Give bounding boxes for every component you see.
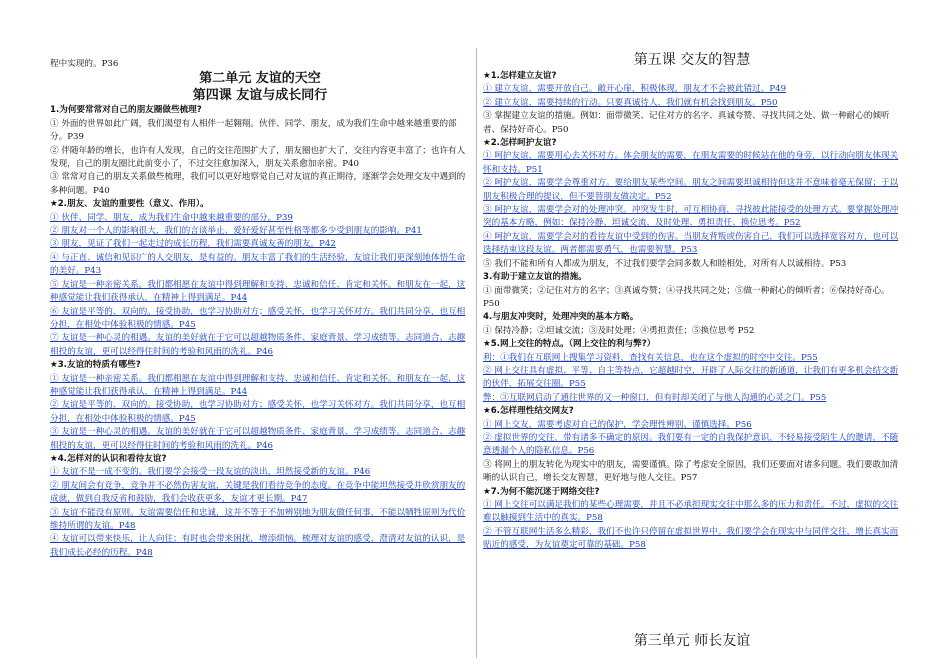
answer-paragraph: ② 友谊是平等的、双向的。接受协助，也学习协助对方；感受关怀，也学习关怀对方。我们共同分享，也互相分担，在相处中体验积极的情感。P45 bbox=[50, 400, 466, 424]
answer-paragraph: ① 面带微笑；②记住对方的名字；③真诚夸赞；④寻找共同之处；⑤做一种耐心的倾听者；⑥保持好奇心。P50 bbox=[483, 285, 890, 309]
answer-paragraph: ② 朋友间会有竞争，竞争并不必然伤害友谊，关键是我们看待竞争的态度。在竞争中能坦然接受并欣赏朋友的成就，做到自我反省和鼓励，我们会收获更多，友谊才更长期。P47 bbox=[50, 480, 466, 505]
answer-paragraph: ① 网上交友，需要考虑对自己的保护，学会理性辨别、谨慎选择。P56 bbox=[483, 419, 752, 430]
left-column bbox=[50, 58, 470, 560]
answer-paragraph: ③ 将网上的朋友转化为现实中的朋友，需要谨慎。除了考虑安全原因，我们还要面对诸多问题。我们要敢加清晰的认识自己，增长交友智慧，更好地与他人交往。P57 bbox=[483, 459, 899, 484]
answer-paragraph: ① 外面的世界如此广阔，我们渴望有人相伴一起翱翔。伙伴、同学、朋友，成为我们生命中越来越重要的部分。P39 bbox=[50, 118, 457, 143]
answer-paragraph: ③ 友谊是一种心灵的相遇。友谊的美好就在于它可以超越物质条件、家庭背景、学习成绩等。志同道合、志趣相投的友谊，更可以经得住时间的考验和风雨的洗礼。P46 bbox=[50, 427, 466, 451]
answer-paragraph: ⑤ 友谊是一种亲密关系。我们都相愿在友谊中得到理解和支持、忠诚和信任、肯定和关怀。和朋友在一起，这种感觉能让我们获得承认，在精神上得到满足。P44 bbox=[50, 279, 466, 304]
question-heading: 4.与朋友冲突时，处理冲突的基本方略。 bbox=[483, 312, 639, 323]
answer-paragraph: ③ 友谊不能没有原则。友谊需要信任和忠诚，这并不等于不加辨别地为朋友做任何事，不能以牺牲原则为代价维持所谓的友谊。P48 bbox=[50, 507, 466, 531]
answer-paragraph: ② 伴随年龄的增长，也许有人发现，自己的交往范围扩大了，朋友圈也扩大了，交往内容更丰富了；也许有人发现，自己的朋友圈比此前变小了，不过交往愈加深入，朋友关系愈加亲密。P40 bbox=[50, 145, 466, 170]
answer-paragraph: ② 不管互联网生活多么精彩，我们不也许只停留在虚拟世界中。我们要学会在现实中与同伴交往，增长真实而贴近的感受，为友谊奠定可靠的基础。P58 bbox=[483, 526, 899, 551]
answer-paragraph: 利：①我们在互联网上搜集学习资料，查找有关信息，也在这个虚拟的时空中交往。P55 bbox=[483, 352, 818, 363]
answer-paragraph: ① 友谊不是一成不变的。我们要学会接受一段友谊的淡出，坦然接受新的友谊。P46 bbox=[50, 467, 371, 478]
question-heading: 3.有助于建立友谊的措施。 bbox=[483, 272, 587, 283]
column-divider bbox=[476, 48, 477, 658]
unit-title: 第二单元 友谊的天空 bbox=[199, 71, 321, 87]
question-heading: ★1.怎样建立友谊? bbox=[483, 71, 557, 81]
unit-title-next: 第三单元 师长友谊 bbox=[633, 633, 751, 649]
answer-paragraph: ③ 常常对自己的朋友关系做些梳理，我们可以更好地察觉自己对友谊的真正期待，逐渐学会处理交友中遇到的多种问题。P40 bbox=[50, 172, 466, 196]
answer-paragraph: ③ 朋友，见证了我们一起走过的成长历程，我们需要真诚友善的朋友。P42 bbox=[50, 239, 336, 250]
lesson-title: 第五课 交友的智慧 bbox=[633, 52, 751, 68]
top-line: 程中实现的。P36 bbox=[50, 59, 119, 69]
question-heading: ★3.友谊的特质有哪些? bbox=[50, 360, 141, 371]
answer-paragraph: ④ 友谊可以带来快乐，让人向往；有时也会带来困扰，增添烦恼。梳理对友谊的感受，澄清对友谊的认识，是我们成长必经的历程。P48 bbox=[50, 534, 466, 558]
answer-paragraph: ④ 与正直、诚信和见识广的人交朋友，是有益的。朋友丰富了我们的生活经验，友谊让我们更深刻地体悟生命的美好。P43 bbox=[50, 252, 466, 277]
answer-paragraph: ⑤ 我们不能和所有人都成为朋友，不过我们要学会同多数人和睦相处，对所有人以诚相待。P53 bbox=[483, 258, 847, 269]
answer-paragraph: ① 呵护友谊，需要用心去关怀对方。体会朋友的需要，在朋友需要的时候站在他的身旁，以行动向朋友体现关怀和支持。P51 bbox=[483, 151, 899, 175]
question-heading: ★2.朋友、友谊的重要性（意义、作用）。 bbox=[50, 199, 209, 210]
right-column bbox=[483, 50, 901, 553]
answer-paragraph: ③ 呵护友谊，需要学会对的处理冲突。冲突发生时，可互相协商，寻找彼此能接受的处理方式。要掌握处理冲突的基本方略，例如：保持冷静、坦诚交流、及时处理、勇担责任、换位思考。P52 bbox=[483, 205, 899, 229]
question-heading: ★4.怎样对的认识和看待友谊? bbox=[50, 453, 167, 464]
answer-paragraph: ③ 掌握建立友谊的措施。例如：面带微笑、记住对方的名字、真诚夸赞、寻找共同之处、做一种耐心的倾听者、保持好奇心。P50 bbox=[483, 111, 890, 135]
answer-paragraph: ② 网上交往具有虚拟、平等、自主等特点，它超越时空，开辟了人际交往的新通道，让我们有更多机会结交新的伙伴，拓展交往圈。P55 bbox=[483, 365, 899, 390]
lesson-title: 第四课 友谊与成长同行 bbox=[192, 88, 328, 104]
question-heading: ★6.怎样理性结交网友? bbox=[483, 406, 574, 417]
answer-paragraph: ① 保持冷静；②坦诚交流；③及时处理；④勇担责任；⑤换位思考 P52 bbox=[483, 325, 755, 336]
answer-paragraph: ② 朋友对一个人的影响很大，我们的言谈举止、爱好爱好甚至性格等都多少受到朋友的影响。P41 bbox=[50, 226, 422, 237]
answer-paragraph: ① 网上交往可以满足我们的某些心理需要，并且不必承担现实交往中那么多的压力和责任。不过，虚拟的交往难以触摸到生活中的真实。P58 bbox=[483, 500, 899, 524]
answer-paragraph: ① 建立友谊，需要开放自己。敞开心扉，积极体现，朋友才不会被此错过。P49 bbox=[483, 84, 787, 95]
question-heading: ★2.怎样呵护友谊? bbox=[483, 138, 557, 149]
answer-paragraph: ① 伙伴、同学、朋友，成为我们生命中越来越重要的部分。P39 bbox=[50, 212, 293, 223]
answer-paragraph: ② 建立友谊，需要持续的行动。只要真诚待人，我们就有机会找到朋友。P50 bbox=[483, 97, 778, 108]
answer-paragraph: ⑦ 友谊是一种心灵的相遇。友谊的美好就在于它可以超越物质条件、家庭背景、学习成绩等。志同道合、志趣相投的友谊，更可以经得住时间的考验和风雨的洗礼。P46 bbox=[50, 333, 466, 357]
answer-paragraph: ② 虚拟世界的交往，带有诸多不确定的原因。我们要有一定的自我保护意识，不轻易接受陌生人的邀请，不随意透漏个人的隐私信息。P56 bbox=[483, 432, 899, 457]
answer-paragraph: ② 呵护友谊，需要学会尊重对方。要给朋友某些空间。朋友之间需要坦诚相待但这并不意味着毫无保留；于以朋友积极合理的提议，但不要替朋友做决定。P52 bbox=[483, 178, 899, 202]
question-heading: ★7.为何不能沉迷于网络交往? bbox=[483, 486, 600, 497]
question-heading: 1.为何要常常对自己的朋友圈做些梳理? bbox=[50, 105, 202, 116]
answer-paragraph: ⑥ 友谊是平等的、双向的。接受协助，也学习协助对方；感受关怀，也学习关怀对方。我们共同分享，也互相分担，在相处中体验积极的情感。P45 bbox=[50, 306, 466, 330]
answer-paragraph: 弊：③互联网启动了通往世界的又一种窗口，但有时却关闭了与他人沟通的心灵之门。P55 bbox=[483, 392, 827, 403]
answer-paragraph: ④ 呵护友谊，需要学会对的看待友谊中受到的伤害。当朋友背叛或伤害自己，我们可以选择宽容对方，也可以选择结束这段友谊。两者都需要勇气，也需要智慧。P53 bbox=[483, 231, 899, 256]
question-heading: ★5.网上交往的特点。（网上交往的利与弊?） bbox=[483, 339, 656, 350]
answer-paragraph: ① 友谊是一种亲密关系。我们都相愿在友谊中得到理解和支持、忠诚和信任、肯定和关怀。和朋友在一起，这种感觉能让我们获得承认，在精神上得到满足。P44 bbox=[50, 373, 466, 397]
